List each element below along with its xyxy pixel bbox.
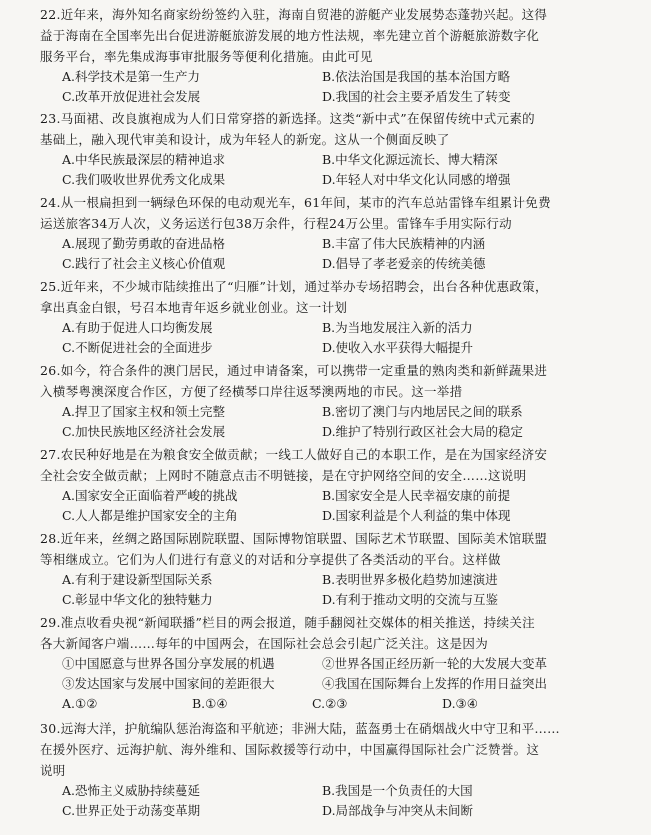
option-c[interactable]: C.践行了社会主义核心价值观 [62, 256, 226, 271]
option-d[interactable]: D.年轻人对中华文化认同感的增强 [322, 172, 511, 187]
stem-line: 28.近年来，丝绸之路国际剧院联盟、国际博物馆联盟、国际艺术节联盟、国际美术馆联盟 [40, 531, 548, 546]
option-c[interactable]: C.彰显中华文化的独特魅力 [62, 592, 213, 607]
option-d[interactable]: D.有利于推动文明的交流与互鉴 [322, 592, 499, 607]
option-c[interactable]: C.加快民族地区经济社会发展 [62, 424, 226, 439]
option-d[interactable]: D.使收入水平获得大幅提升 [322, 340, 474, 355]
option-d[interactable]: D.我国的社会主要矛盾发生了转变 [322, 89, 511, 104]
statement-4: ④我国在国际舞台上发挥的作用日益突出 [322, 676, 548, 691]
option-c[interactable]: C.世界正处于动荡变革期 [62, 803, 201, 818]
stem-line: 说明 [40, 763, 66, 778]
stem-line: 拿出真金白银，号召本地青年返乡就业创业。这一计划 [40, 300, 348, 315]
question-stem [40, 276, 630, 318]
option-a[interactable]: A.中华民族最深层的精神追求 [62, 152, 226, 167]
options [40, 570, 630, 610]
question-stem [40, 612, 630, 654]
options [40, 486, 630, 526]
stem-line: 运送旅客34万人次，义务运送行包38万余件，行程24万公里。雷锋车手用实际行动 [40, 216, 512, 231]
option-c[interactable]: C.我们吸收世界优秀文化成果 [62, 172, 226, 187]
question-22 [40, 4, 630, 107]
stem-line: 23.马面裙、改良旗袍成为人们日常穿搭的新选择。这类“新中式”在保留传统中式元素的 [40, 111, 535, 126]
stem-line: 24.从一根扁担到一辆绿色环保的电动观光车，61年间，某市的汽车总站雷锋车组累计免费 [40, 195, 551, 210]
option-a[interactable]: A.国家安全正面临着严峻的挑战 [62, 488, 238, 503]
options [40, 402, 630, 442]
option-b[interactable]: B.密切了澳门与内地居民之间的联系 [322, 404, 523, 419]
question-stem [40, 192, 630, 234]
stem-line: 基础上，融入现代审美和设计，成为年轻人的新宠。这从一个侧面反映了 [40, 132, 450, 147]
stem-line: 26.如今，符合条件的澳门居民，通过申请备案，可以携带一定重量的熟肉类和新鲜蔬果进 [40, 363, 548, 378]
option-c[interactable]: C.人人都是维护国家安全的主角 [62, 508, 238, 523]
statement-2: ②世界各国正经历新一轮的大发展大变革 [322, 656, 548, 671]
choice-a[interactable]: A.①② [62, 696, 98, 711]
question-stem [40, 528, 630, 570]
question-29 [40, 612, 630, 714]
options [40, 67, 630, 107]
options [40, 318, 630, 358]
question-24 [40, 192, 630, 274]
question-27 [40, 444, 630, 526]
option-d[interactable]: D.维护了特别行政区社会大局的稳定 [322, 424, 524, 439]
option-a[interactable]: A.展现了勤劳勇敢的奋进品格 [62, 236, 226, 251]
stem-line: 29.准点收看央视“新闻联播”栏目的两会报道，随手翻阅社交媒体的相关推送，持续关注 [40, 615, 535, 630]
stem-line: 22.近年来，海外知名商家纷纷签约入驻，海南自贸港的游艇产业发展势态蓬勃兴起。这得 [40, 7, 548, 22]
question-stem [40, 4, 630, 67]
option-b[interactable]: B.表明世界多极化趋势加速演进 [322, 572, 498, 587]
option-a[interactable]: A.有利于建设新型国际关系 [62, 572, 213, 587]
option-b[interactable]: B.我国是一个负责任的大国 [322, 783, 473, 798]
stem-line: 服务平台，率先集成海事审批服务等便利化措施。由此可见 [40, 49, 373, 64]
stem-line: 入横琴粤澳深度合作区，方便了经横琴口岸往返琴澳两地的市民。这一举措 [40, 384, 463, 399]
options [40, 781, 630, 821]
stem-line: 等相继成立。它们为人们进行有意义的对话和分享提供了各类活动的平台。这样做 [40, 552, 501, 567]
question-stem [40, 108, 630, 150]
options [40, 234, 630, 274]
option-a[interactable]: A.有助于促进人口均衡发展 [62, 320, 213, 335]
option-d[interactable]: D.局部战争与冲突从未间断 [322, 803, 474, 818]
question-30 [40, 718, 630, 821]
stem-line: 全社会安全做贡献；上网时不随意点击不明链接，是在守护网络空间的安全……这说明 [40, 468, 527, 483]
option-b[interactable]: B.国家安全是人民幸福安康的前提 [322, 488, 511, 503]
stem-line: 25.近年来，不少城市陆续推出了“归雁”计划，通过举办专场招聘会，出台各种优惠政策， [40, 279, 548, 294]
option-d[interactable]: D.国家利益是个人利益的集中体现 [322, 508, 511, 523]
stem-line: 30.远海大洋，护航编队惩治海盗和平航迹；非洲大陆，蓝盔勇士在硝烟战火中守卫和平…… [40, 721, 560, 736]
stem-line: 27.农民种好地是在为粮食安全做贡献；一线工人做好自己的本职工作，是在为国家经济安 [40, 447, 548, 462]
question-stem [40, 360, 630, 402]
choices [40, 694, 630, 714]
option-c[interactable]: C.改革开放促进社会发展 [62, 89, 201, 104]
option-a[interactable]: A.恐怖主义威胁持续蔓延 [62, 783, 201, 798]
option-b[interactable]: B.为当地发展注入新的活力 [322, 320, 473, 335]
option-a[interactable]: A.科学技术是第一生产力 [62, 69, 201, 84]
question-23 [40, 108, 630, 190]
stem-line: 益于海南在全国率先出台促进游艇旅游发展的地方性法规，率先建立首个游艇旅游数字化 [40, 28, 540, 43]
choice-d[interactable]: D.③④ [442, 696, 478, 711]
option-d[interactable]: D.倡导了孝老爱亲的传统美德 [322, 256, 486, 271]
choice-c[interactable]: C.②③ [312, 696, 348, 711]
question-25 [40, 276, 630, 358]
question-stem [40, 444, 630, 486]
statement-1: ①中国愿意与世界各国分享发展的机遇 [62, 656, 275, 671]
option-b[interactable]: B.丰富了伟大民族精神的内涵 [322, 236, 486, 251]
question-28 [40, 528, 630, 610]
option-b[interactable]: B.依法治国是我国的基本治国方略 [322, 69, 511, 84]
stem-line: 在援外医疗、远海护航、海外维和、国际救援等行动中，中国赢得国际社会广泛赞誉。这 [40, 742, 540, 757]
choice-b[interactable]: B.①④ [192, 696, 228, 711]
option-a[interactable]: A.捍卫了国家主权和领土完整 [62, 404, 226, 419]
option-b[interactable]: B.中华文化源远流长、博大精深 [322, 152, 498, 167]
statements [40, 654, 630, 694]
option-c[interactable]: C.不断促进社会的全面进步 [62, 340, 213, 355]
question-stem [40, 718, 630, 781]
statement-3: ③发达国家与发展中国家间的差距很大 [62, 676, 275, 691]
options [40, 150, 630, 190]
question-26 [40, 360, 630, 442]
stem-line: 各大新闻客户端……每年的中国两会，在国际社会总会引起广泛关注。这是因为 [40, 636, 489, 651]
